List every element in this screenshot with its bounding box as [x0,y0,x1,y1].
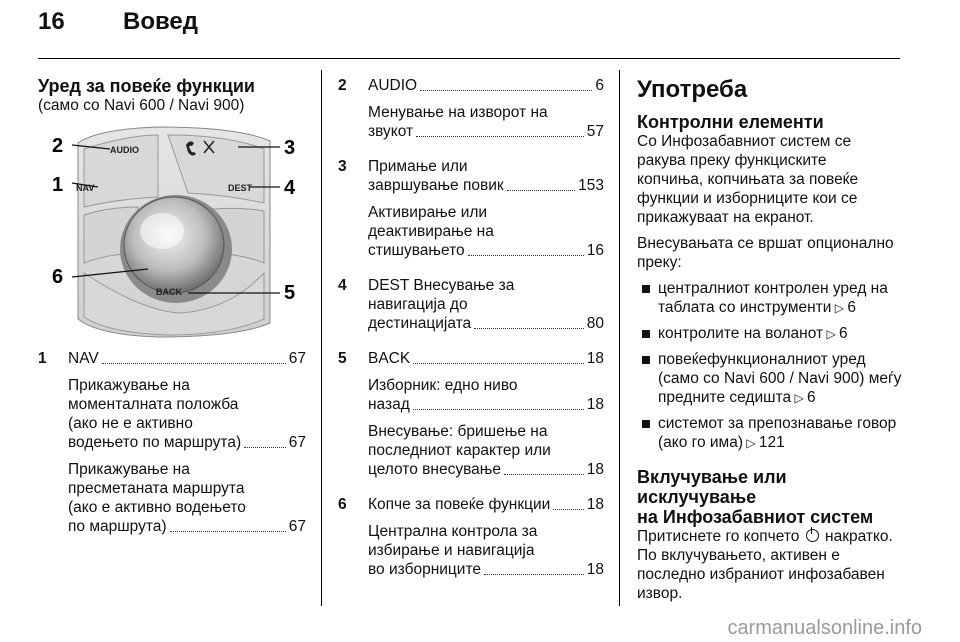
legend-sub [368,522,604,579]
middle-column [338,76,604,595]
legend-list [38,349,306,544]
legend-text: назад [368,396,410,413]
controls-heading: Контролни елементи [637,112,824,132]
header-rule [38,58,900,59]
legend-text: навигација до [368,296,468,313]
legend-number: 6 [338,496,347,513]
bullet-item: централниот контролен уред на таблата со инструменти ▷ 6 [637,279,907,318]
legend-text: во изборниците [368,561,481,578]
page-number: 16 [38,8,65,35]
section-heading: Уред за повеќе функции [38,76,255,96]
legend-text: Примање или [368,158,468,175]
column-divider-2 [619,70,620,606]
legend-entry [338,276,604,341]
dest-button-label: DEST [228,183,253,193]
legend-text: звукот [368,123,414,140]
legend-text: водењето по маршрута) [68,434,242,451]
page-ref: 18 [586,561,604,578]
legend-line [68,349,306,368]
page-ref: 6 [839,325,848,342]
callout-3: 3 [284,137,296,159]
legend-text: последниот карактер или [368,442,551,459]
triangle-right-icon: ▷ [743,436,759,450]
legend-entry [338,349,604,487]
callout-4: 4 [284,177,296,199]
audio-button-label: AUDIO [110,145,139,155]
legend-text: Менување на изворот на [368,104,548,121]
power-heading: Вклучување или исклучување на Инфозабавниот систем [637,467,874,527]
legend-text: (ако не е активно [68,415,193,432]
legend-text: Прикажување на [68,377,190,394]
page-ref: 6 [847,299,856,316]
page-ref: 18 [586,461,604,478]
controls-paragraph-2: Внесувањата се вршат опционално преку: [637,235,894,271]
legend-sub [68,376,306,452]
legend-entry [338,76,604,149]
legend-text: моменталната положба [68,396,239,413]
bullet-square-icon [642,356,650,364]
page-ref: 18 [586,496,604,513]
watermark: carmanualsonline.info [727,617,922,639]
page-ref: 67 [288,434,306,451]
triangle-right-icon: ▷ [831,301,848,315]
power-icon [806,529,819,542]
bullet-item: повеќефункционалниот уред (само со Navi 600 / Navi 900) меѓу предните седишта ▷ 6 [637,350,907,408]
callout-2: 2 [52,135,64,157]
legend-number: 2 [338,77,347,94]
legend-text: деактивирање на [368,223,494,240]
legend-text: Активирање или [368,204,488,221]
legend-text: дестинацијата [368,315,472,332]
legend-text: Централна контрола за [368,523,538,540]
page-ref: 67 [288,350,306,367]
page-ref: 57 [586,123,604,140]
power-paragraph: Притиснете го копчето накратко. По вклучувањето, активен е последно избраниот инфозабавен извор. [637,528,893,602]
legend-sub [368,103,604,141]
legend-text: DEST Внесување за [368,277,515,294]
legend-text: пресметаната маршрута [68,480,245,497]
legend-sub [368,422,604,479]
legend-number: 3 [338,158,347,175]
legend-sub [368,376,604,414]
right-column [637,76,907,610]
bullet-item: системот за препознавање говор (ако го има) ▷ 121 [637,414,907,453]
page-ref: 6 [595,77,604,94]
legend-text: по маршрута) [68,518,167,535]
legend-text: Прикажување на [68,461,190,478]
legend-text: BACK [368,350,411,367]
device-illustration [38,123,306,341]
legend-text: избирање и навигација [368,542,535,559]
legend-text: (ако е активно водењето [68,499,246,516]
legend-text: целото внесување [368,461,501,478]
triangle-right-icon: ▷ [791,391,808,405]
legend-sub [368,203,604,260]
legend-entry [338,157,604,268]
legend-number: 5 [338,350,347,367]
legend-text: завршување повик [368,177,504,194]
nav-button-label: NAV [76,183,95,193]
page-ref: 16 [586,242,604,259]
usage-title: Употреба [637,76,748,103]
page-ref: 18 [586,350,604,367]
legend-entry [38,349,306,544]
section-subheading: (само со Navi 600 / Navi 900) [38,97,245,114]
multifunction-device-figure [38,123,306,341]
legend-text: AUDIO [368,77,418,94]
bullet-square-icon [642,330,650,338]
legend-number: 1 [38,350,47,367]
page-ref: 6 [807,389,816,406]
callout-6: 6 [52,266,64,288]
bullet-square-icon [642,420,650,428]
bullet-item: контролите на воланот ▷ 6 [637,324,907,344]
page-ref: 18 [586,396,604,413]
callout-1: 1 [52,174,64,196]
legend-text: NAV [68,350,99,367]
column-divider-1 [321,70,322,606]
legend-entry [338,495,604,587]
legend-text: Копче за повеќе функции [368,496,551,513]
page-ref: 80 [586,315,604,332]
back-button-label: BACK [156,287,182,297]
left-column [38,76,306,552]
input-options-list [637,279,907,453]
callout-5: 5 [284,282,296,304]
page-ref: 121 [758,434,785,451]
legend-text: Внесување: бришење на [368,423,548,440]
legend-text: стишувањето [368,242,465,259]
page-title: Вовед [123,8,199,35]
triangle-right-icon: ▷ [823,327,840,341]
bullet-square-icon [642,285,650,293]
legend-sub [68,460,306,536]
legend-number: 4 [338,277,347,294]
page-ref: 67 [288,518,306,535]
legend-text: Изборник: едно ниво [368,377,518,394]
controls-paragraph-1: Со Инфозабавниот систем се ракува преку функциските копчиња, копчињата за повеќе функции и изборниците кои се прикажуваат на екранот. [637,133,859,226]
page-ref: 153 [578,177,604,194]
